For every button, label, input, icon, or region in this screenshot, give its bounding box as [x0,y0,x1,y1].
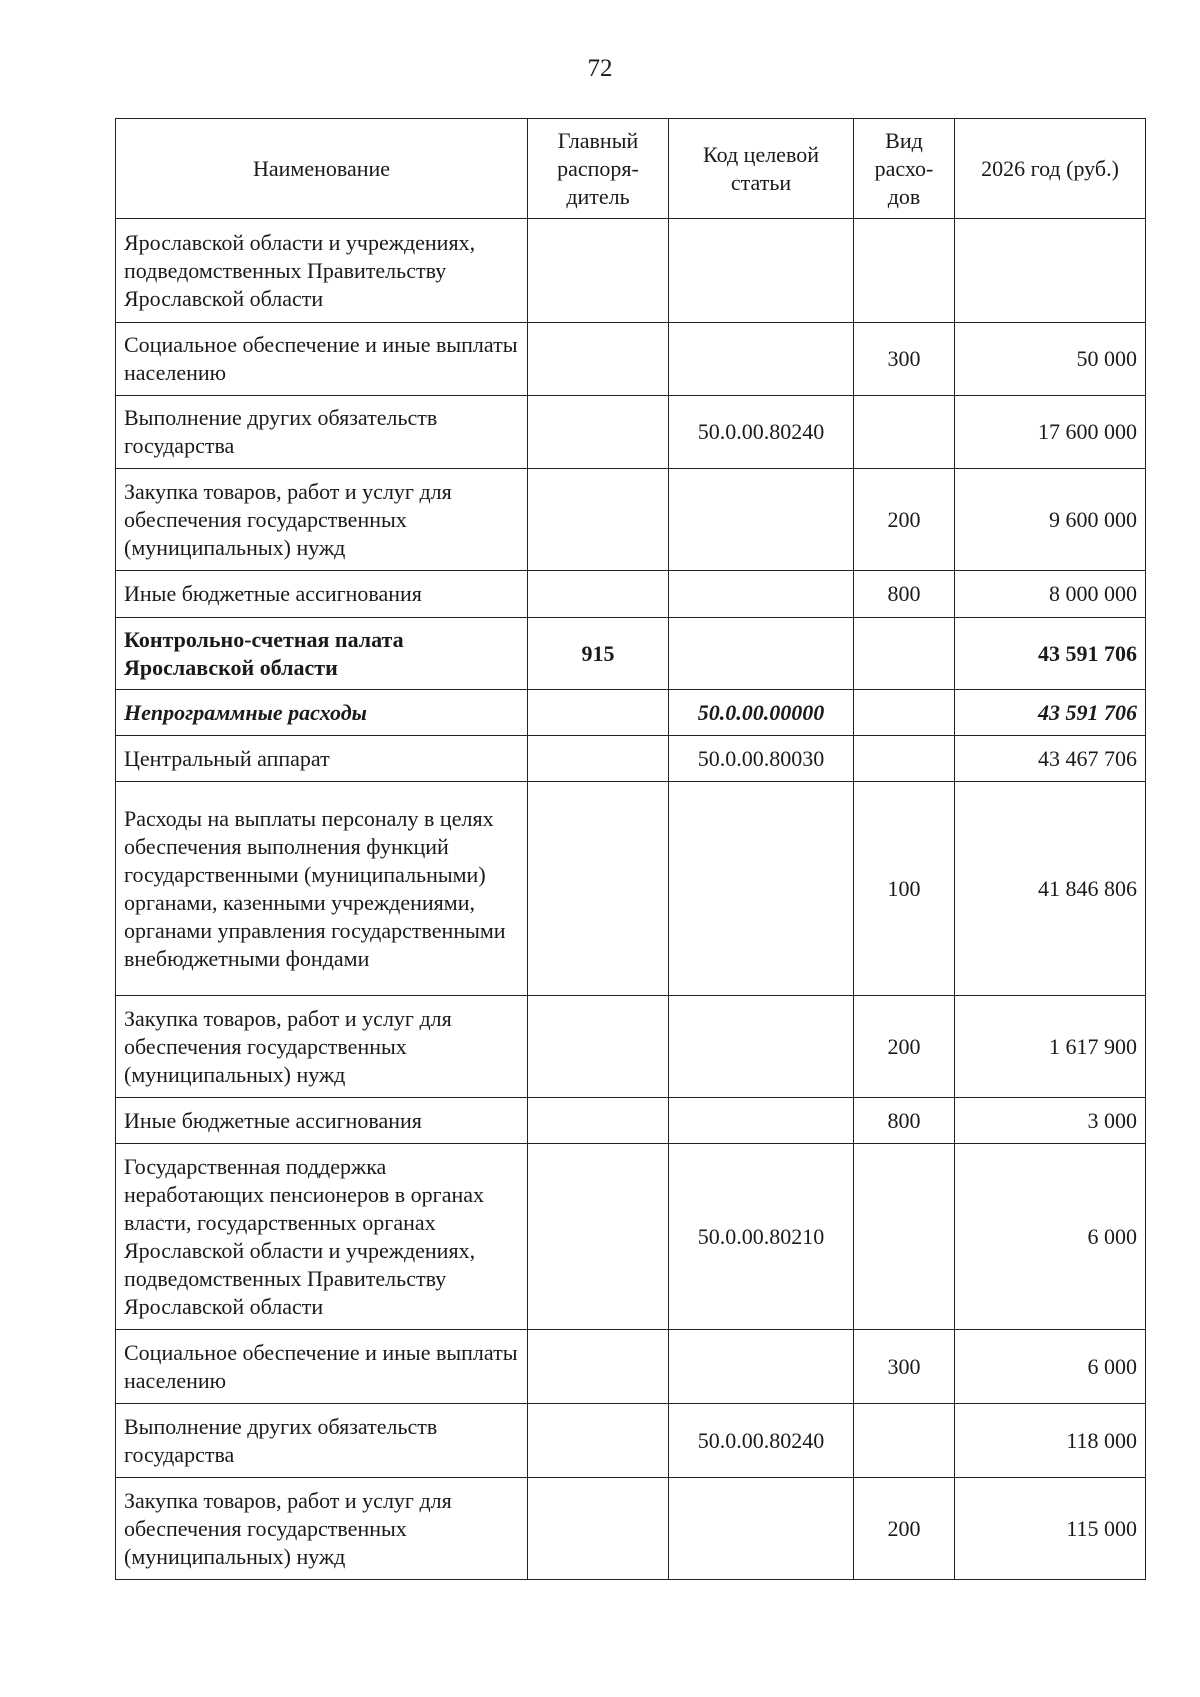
row-chief-administrator [528,1144,669,1330]
row-chief-administrator [528,1478,669,1580]
row-chief-administrator [528,396,669,469]
table-row [116,469,1146,571]
row-chief-administrator: 915 [528,618,669,690]
row-amount: 50 000 [955,323,1146,396]
row-amount: 17 600 000 [955,396,1146,469]
row-expense-type [854,736,955,782]
row-name: Закупка товаров, работ и услуг для обеспечения государственных (муниципальных) нужд [116,469,528,571]
row-chief-administrator [528,1098,669,1144]
row-expense-type [854,1144,955,1330]
row-name: Ярославской области и учреждениях, подведомственных Правительству Ярославской области [116,219,528,323]
row-target-code: 50.0.00.80240 [669,396,854,469]
table-header-row [116,119,1146,219]
row-target-code [669,1330,854,1404]
row-target-code [669,469,854,571]
row-expense-type [854,618,955,690]
row-chief-administrator [528,996,669,1098]
row-amount: 115 000 [955,1478,1146,1580]
page-number: 72 [587,55,613,82]
row-amount: 3 000 [955,1098,1146,1144]
row-amount: 43 591 706 [955,618,1146,690]
budget-table [115,118,1146,1580]
table-row [116,219,1146,323]
row-chief-administrator [528,323,669,396]
row-name: Расходы на выплаты персоналу в целях обеспечения выполнения функций государственными (муниципальными) органами, казенными учреждениями, органами управления государственными внебюджетными фондами [116,782,528,996]
header-expense-type: Вид расхо-дов [854,119,955,219]
row-amount: 118 000 [955,1404,1146,1478]
row-expense-type [854,690,955,736]
row-name: Социальное обеспечение и иные выплаты населению [116,1330,528,1404]
header-amount-2026: 2026 год (руб.) [955,119,1146,219]
row-name: Социальное обеспечение и иные выплаты населению [116,323,528,396]
row-amount: 6 000 [955,1330,1146,1404]
row-amount: 8 000 000 [955,571,1146,618]
table-row [116,1404,1146,1478]
row-chief-administrator [528,219,669,323]
row-expense-type: 200 [854,469,955,571]
row-chief-administrator [528,690,669,736]
row-amount [955,219,1146,323]
table-row [116,618,1146,690]
row-expense-type [854,1404,955,1478]
row-chief-administrator [528,1404,669,1478]
row-expense-type: 300 [854,323,955,396]
header-target-code: Код целевой статьи [669,119,854,219]
row-target-code: 50.0.00.00000 [669,690,854,736]
row-target-code [669,1098,854,1144]
row-target-code [669,782,854,996]
row-chief-administrator [528,469,669,571]
table-row [116,571,1146,618]
table-row [116,996,1146,1098]
row-amount: 41 846 806 [955,782,1146,996]
row-target-code [669,618,854,690]
row-expense-type: 200 [854,996,955,1098]
header-name: Наименование [116,119,528,219]
row-target-code [669,323,854,396]
table-row [116,690,1146,736]
row-target-code [669,571,854,618]
row-amount: 9 600 000 [955,469,1146,571]
row-target-code [669,219,854,323]
table-row [116,1478,1146,1580]
table-row [116,396,1146,469]
row-name: Контрольно-счетная палата Ярославской области [116,618,528,690]
row-amount: 6 000 [955,1144,1146,1330]
row-chief-administrator [528,736,669,782]
row-amount: 43 591 706 [955,690,1146,736]
row-expense-type: 800 [854,571,955,618]
table-row [116,323,1146,396]
row-name: Закупка товаров, работ и услуг для обеспечения государственных (муниципальных) нужд [116,1478,528,1580]
table-row [116,1144,1146,1330]
row-name: Государственная поддержка неработающих пенсионеров в органах власти, государственных органах Ярославской области и учреждениях, подведомственных Правительству Ярославской области [116,1144,528,1330]
row-name: Иные бюджетные ассигнования [116,571,528,618]
row-chief-administrator [528,571,669,618]
row-expense-type [854,219,955,323]
row-target-code: 50.0.00.80240 [669,1404,854,1478]
table-row [116,1098,1146,1144]
row-name: Центральный аппарат [116,736,528,782]
row-name: Непрограммные расходы [116,690,528,736]
row-expense-type: 300 [854,1330,955,1404]
row-target-code: 50.0.00.80210 [669,1144,854,1330]
row-expense-type: 100 [854,782,955,996]
row-chief-administrator [528,782,669,996]
row-amount: 43 467 706 [955,736,1146,782]
header-chief-administrator: Главный распоря-дитель [528,119,669,219]
row-name: Закупка товаров, работ и услуг для обеспечения государственных (муниципальных) нужд [116,996,528,1098]
row-target-code [669,1478,854,1580]
row-name: Иные бюджетные ассигнования [116,1098,528,1144]
row-target-code: 50.0.00.80030 [669,736,854,782]
table-row [116,736,1146,782]
row-chief-administrator [528,1330,669,1404]
row-target-code [669,996,854,1098]
row-name: Выполнение других обязательств государства [116,1404,528,1478]
row-expense-type [854,396,955,469]
row-expense-type: 200 [854,1478,955,1580]
table-row [116,782,1146,996]
table-row [116,1330,1146,1404]
row-amount: 1 617 900 [955,996,1146,1098]
row-expense-type: 800 [854,1098,955,1144]
row-name: Выполнение других обязательств государства [116,396,528,469]
